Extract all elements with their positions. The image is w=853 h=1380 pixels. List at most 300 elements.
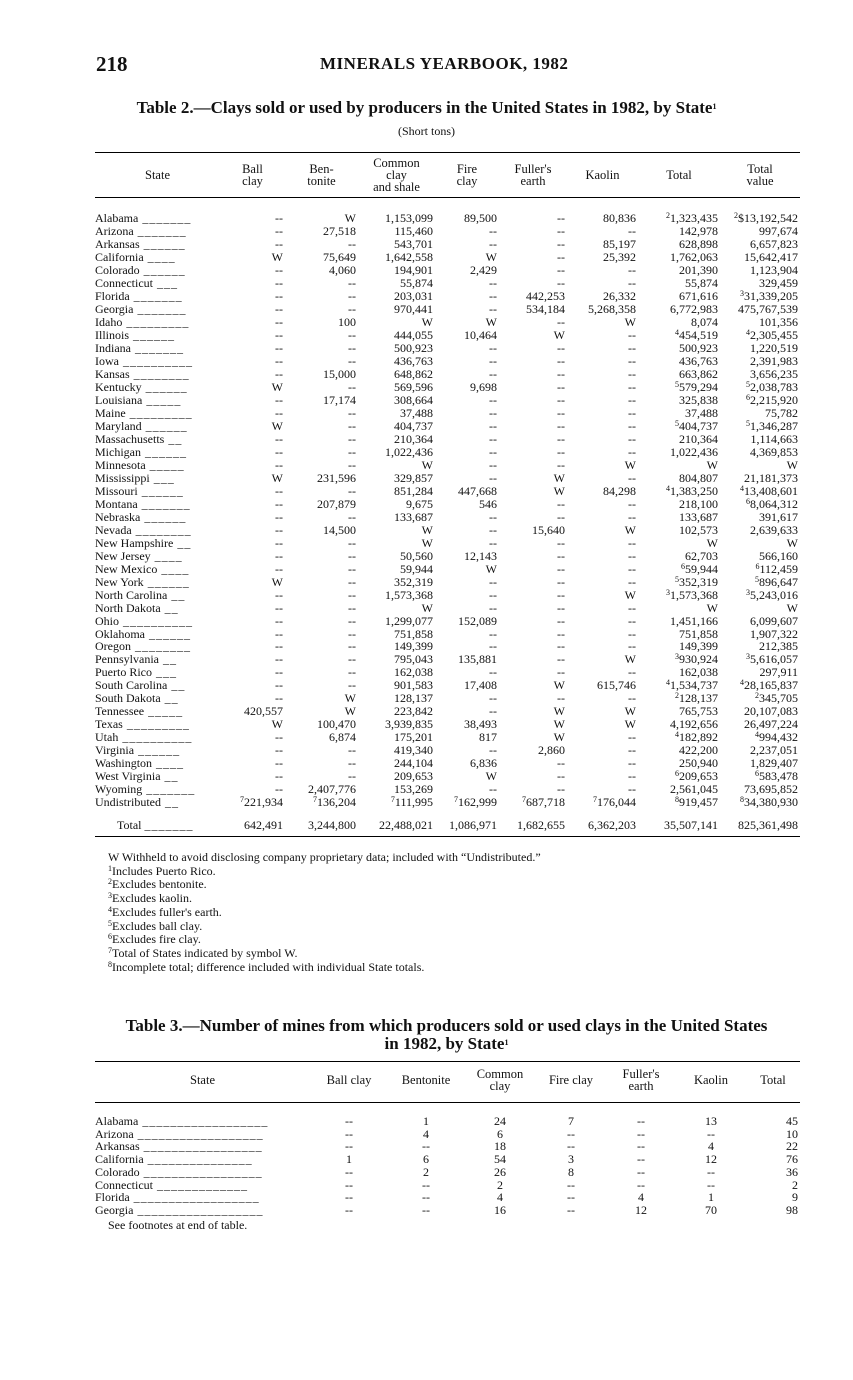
value: -- — [275, 691, 283, 706]
value: -- — [628, 431, 636, 446]
value: -- — [489, 392, 497, 407]
state-label: Georgia — [95, 1202, 134, 1217]
value: -- — [348, 379, 356, 394]
value: -- — [489, 509, 497, 524]
value: 1,022,436 — [385, 444, 433, 459]
value: 896,647 — [759, 574, 798, 589]
value: W — [624, 652, 636, 667]
value: 6,772,983 — [670, 301, 718, 316]
cell: -- — [345, 1202, 353, 1217]
value: 55,874 — [685, 275, 718, 290]
value: 1,153,099 — [385, 211, 433, 225]
value: W — [344, 211, 356, 225]
value: -- — [275, 743, 283, 758]
value: -- — [348, 353, 356, 368]
value: W — [271, 418, 283, 433]
state-label: Idaho — [95, 314, 123, 329]
value: 5,616,057 — [750, 652, 798, 667]
table2-header-row — [95, 153, 800, 198]
value: 500,923 — [679, 340, 718, 355]
footnote-ref: 6 — [755, 561, 760, 571]
leader-dots: ________ — [129, 366, 190, 381]
col-total: Total — [638, 153, 720, 198]
footnote — [108, 851, 541, 865]
value: 55,874 — [400, 275, 433, 290]
value: -- — [348, 236, 356, 251]
value: 162,038 — [394, 665, 433, 680]
value: -- — [628, 366, 636, 381]
leader-dots: _________________ — [139, 1164, 263, 1179]
value: 6,874 — [329, 730, 356, 745]
footnote-ref: 7 — [313, 795, 317, 805]
cell: 1 — [346, 1152, 352, 1167]
col-bentonite: Ben- tonite — [285, 153, 358, 198]
footnote-ref: 7 — [593, 795, 597, 805]
value: -- — [557, 405, 565, 420]
value: -- — [557, 366, 565, 381]
value: -- — [275, 639, 283, 654]
state-label: Montana — [95, 496, 138, 511]
value: 345,705 — [759, 691, 798, 706]
value: 687,718 — [526, 795, 565, 810]
cell: 18 — [494, 1139, 506, 1154]
state-label: New Jersey — [95, 548, 151, 563]
footnote-text: Includes Puerto Rico. — [112, 863, 216, 878]
cell: -- — [637, 1177, 645, 1192]
value: 133,687 — [394, 509, 433, 524]
state-label: Missouri — [95, 483, 138, 498]
leader-dots: ___ — [152, 275, 178, 290]
state-label: Michigan — [95, 444, 141, 459]
value: 583,478 — [759, 769, 798, 784]
cell: -- — [637, 1164, 645, 1179]
cell — [720, 198, 800, 225]
footnote-text: Total of States indicated by symbol W. — [112, 945, 298, 960]
footnote-ref: 8 — [740, 795, 744, 805]
cell: 9 — [792, 1190, 798, 1205]
value: -- — [628, 769, 636, 784]
footnote-ref: 3 — [740, 288, 744, 298]
value: W — [624, 457, 636, 472]
value: -- — [489, 223, 497, 238]
cell — [638, 796, 720, 809]
footnote-ref: 3 — [666, 587, 670, 597]
leader-dots: __ — [167, 587, 186, 602]
leader-dots: ____ — [157, 561, 190, 576]
value: W — [553, 704, 565, 719]
value: 994,432 — [759, 730, 798, 745]
value: -- — [489, 665, 497, 680]
value: 128,137 — [679, 691, 718, 706]
footnote-mark: 1 — [108, 863, 112, 873]
leader-dots: __________________ — [129, 1190, 260, 1205]
cell — [567, 796, 638, 809]
col-state: State — [95, 1062, 310, 1103]
col-kaolin: Kaolin — [567, 153, 638, 198]
footnote-text: Excludes kaolin. — [112, 891, 192, 906]
leader-dots: __________________ — [138, 1114, 269, 1128]
state-label: South Carolina — [95, 678, 168, 693]
value: 15,642,417 — [744, 249, 798, 264]
value: -- — [348, 769, 356, 784]
value: 6,099,607 — [750, 613, 798, 628]
value: W — [624, 522, 636, 537]
value: 182,892 — [679, 730, 718, 745]
value: -- — [557, 236, 565, 251]
value: -- — [348, 457, 356, 472]
state-label: Colorado — [95, 1164, 140, 1179]
value: -- — [557, 314, 565, 329]
footnote-mark: 6 — [108, 932, 112, 942]
state-label: Nebraska — [95, 509, 141, 524]
value: -- — [489, 704, 497, 719]
footnote-ref: 5 — [746, 379, 750, 389]
value: -- — [557, 639, 565, 654]
state-label: Kentucky — [95, 379, 142, 394]
table2-total-row — [95, 809, 800, 837]
cell — [638, 198, 720, 225]
value: -- — [275, 509, 283, 524]
value: -- — [489, 457, 497, 472]
footnote-mark: 3 — [108, 891, 112, 901]
cell: -- — [707, 1164, 715, 1179]
value: 1,323,435 — [670, 211, 718, 225]
value: 765,753 — [679, 704, 718, 719]
value: -- — [557, 600, 565, 615]
value: -- — [275, 665, 283, 680]
value: 37,488 — [685, 405, 718, 420]
cell: -- — [707, 1126, 715, 1141]
value: -- — [628, 275, 636, 290]
value: 919,457 — [679, 795, 718, 810]
value: 5,268,358 — [588, 301, 636, 316]
value: -- — [628, 470, 636, 485]
cell — [435, 198, 499, 225]
cell: -- — [345, 1114, 353, 1128]
value: -- — [628, 353, 636, 368]
value: -- — [275, 561, 283, 576]
value: 218,100 — [679, 496, 718, 511]
value: W — [553, 678, 565, 693]
state-label: Washington — [95, 756, 153, 771]
value: -- — [275, 223, 283, 238]
leader-dots: __________ — [119, 353, 193, 368]
value: W — [786, 600, 798, 615]
value: 75,782 — [765, 405, 798, 420]
value: -- — [348, 613, 356, 628]
value: -- — [557, 496, 565, 511]
value: 2,391,983 — [750, 353, 798, 368]
cell — [720, 796, 800, 809]
value: W — [421, 522, 433, 537]
value: 1,346,287 — [750, 418, 798, 433]
value: -- — [489, 431, 497, 446]
cell: 24 — [494, 1114, 506, 1128]
state-label: Kansas — [95, 366, 130, 381]
table3-caption: Table 3.—Number of mines from which producers sold or used clays in the United States in 1982, by State$^1$ — [125, 1016, 768, 1053]
value: 329,857 — [394, 470, 433, 485]
cell: 70 — [705, 1202, 717, 1217]
value: 1,299,077 — [385, 613, 433, 628]
value: 2,561,045 — [670, 782, 718, 797]
state-label: Louisiana — [95, 392, 143, 407]
value: W — [553, 327, 565, 342]
leader-dots: ______ — [134, 743, 181, 758]
value: 142,978 — [679, 223, 718, 238]
value: -- — [489, 353, 497, 368]
value: -- — [489, 405, 497, 420]
value: 851,284 — [394, 483, 433, 498]
value: -- — [489, 600, 497, 615]
value: 27,518 — [323, 223, 356, 238]
leader-dots: _______ — [142, 782, 196, 797]
footnote-ref: 2 — [734, 211, 738, 220]
state-name — [95, 1103, 310, 1128]
footnote-text: W Withheld to avoid disclosing company proprietary data; included with “Undistributed.” — [108, 850, 541, 864]
footnote-mark: 8 — [108, 959, 112, 969]
leader-dots: ____ — [150, 548, 183, 563]
value: -- — [628, 600, 636, 615]
value: -- — [348, 743, 356, 758]
value: -- — [628, 743, 636, 758]
value: W — [271, 574, 283, 589]
leader-dots: ______ — [129, 327, 176, 342]
value: 162,999 — [458, 795, 497, 810]
value: 2,237,051 — [750, 743, 798, 758]
state-label: California — [95, 1152, 144, 1167]
value: -- — [557, 613, 565, 628]
value: -- — [628, 730, 636, 745]
cell: 12 — [635, 1202, 647, 1217]
value: -- — [628, 691, 636, 706]
value: -- — [275, 457, 283, 472]
leader-dots: ______ — [141, 379, 188, 394]
leader-dots: ________ — [131, 522, 192, 537]
cell — [567, 198, 638, 225]
footnote — [108, 947, 541, 961]
page-number: 218 — [96, 52, 128, 76]
value: -- — [557, 665, 565, 680]
value: 534,184 — [526, 301, 565, 316]
state-label: Maryland — [95, 418, 142, 433]
value: 628,898 — [679, 236, 718, 251]
value: -- — [489, 444, 497, 459]
state-name — [95, 1204, 310, 1217]
value: 352,319 — [679, 574, 718, 589]
value: W — [344, 704, 356, 719]
value: -- — [275, 522, 283, 537]
value: 2,407,776 — [308, 782, 356, 797]
leader-dots: _______________ — [143, 1152, 253, 1167]
cell — [499, 796, 567, 809]
value: -- — [628, 223, 636, 238]
value: 648,862 — [394, 366, 433, 381]
leader-dots: __________________ — [133, 1202, 264, 1217]
footnote-ref: 4 — [666, 483, 670, 493]
value: -- — [557, 392, 565, 407]
value: 175,201 — [394, 730, 433, 745]
value: -- — [557, 431, 565, 446]
value: -- — [348, 548, 356, 563]
value: -- — [557, 262, 565, 277]
value: 102,573 — [679, 522, 718, 537]
value: -- — [628, 327, 636, 342]
state-label: Alabama — [95, 1114, 139, 1128]
value: 419,340 — [394, 743, 433, 758]
value: 75,649 — [323, 249, 356, 264]
value: 62,703 — [685, 548, 718, 563]
state-label: South Dakota — [95, 691, 161, 706]
cell: 36 — [786, 1164, 798, 1179]
value: 153,269 — [394, 782, 433, 797]
value: -- — [275, 483, 283, 498]
value: -- — [489, 587, 497, 602]
state-label: Iowa — [95, 353, 119, 368]
state-label: Virginia — [95, 743, 135, 758]
value: -- — [348, 574, 356, 589]
state-label: Puerto Rico — [95, 665, 152, 680]
cell: 7 — [568, 1114, 574, 1128]
footnote-ref: 3 — [746, 652, 750, 662]
value: -- — [489, 535, 497, 550]
leader-dots: ______ — [140, 509, 187, 524]
value: 1,022,436 — [670, 444, 718, 459]
state-label: Utah — [95, 730, 119, 745]
value: -- — [489, 236, 497, 251]
value: W — [485, 769, 497, 784]
leader-dots: _____ — [145, 457, 185, 472]
col-fire-clay: Fire clay — [435, 153, 499, 198]
cell: 2 — [497, 1177, 503, 1192]
state-label: Arizona — [95, 1126, 134, 1141]
state-name — [95, 198, 220, 225]
value: 210,364 — [394, 431, 433, 446]
value: -- — [275, 301, 283, 316]
value: 997,674 — [759, 223, 798, 238]
col-kaolin: Kaolin — [676, 1062, 746, 1103]
value: -- — [275, 366, 283, 381]
value: W — [553, 483, 565, 498]
cell: 2 — [423, 1164, 429, 1179]
value: 209,653 — [679, 769, 718, 784]
cell: 4 — [423, 1126, 429, 1141]
table-row — [95, 1204, 800, 1217]
value: 454,519 — [679, 327, 718, 342]
value: 329,459 — [759, 275, 798, 290]
leader-dots: ___ — [149, 470, 175, 485]
footnote-ref: 3 — [675, 652, 679, 662]
value: -- — [628, 626, 636, 641]
value: W — [786, 535, 798, 550]
value: -- — [348, 652, 356, 667]
value: -- — [348, 665, 356, 680]
value: 194,901 — [394, 262, 433, 277]
cell: -- — [567, 1177, 575, 1192]
footnote — [108, 865, 541, 879]
cell: 8 — [568, 1164, 574, 1179]
value: -- — [348, 561, 356, 576]
footnote — [108, 961, 541, 975]
table-row — [95, 524, 800, 537]
cell: 6 — [423, 1152, 429, 1167]
table3 — [95, 1061, 800, 1217]
value: 101,356 — [759, 314, 798, 329]
leader-dots: __ — [159, 652, 177, 667]
value: 31,339,205 — [744, 288, 798, 303]
leader-dots: _________________ — [139, 1139, 263, 1154]
value: -- — [628, 444, 636, 459]
value: -- — [275, 587, 283, 602]
value: -- — [275, 431, 283, 446]
leader-dots: __ — [160, 691, 179, 706]
leader-dots: ______ — [143, 574, 190, 589]
value: 1,642,558 — [385, 249, 433, 264]
footnote-text: Incomplete total; difference included with individual State totals. — [112, 959, 425, 974]
value: -- — [275, 236, 283, 251]
value: 15,640 — [532, 522, 565, 537]
cell: 3 — [568, 1152, 574, 1167]
value: 212,385 — [759, 639, 798, 654]
value: -- — [628, 548, 636, 563]
footnote-mark: 7 — [108, 945, 112, 955]
value: W — [706, 535, 718, 550]
state-label: Oregon — [95, 639, 131, 654]
leader-dots: ______ — [141, 444, 187, 459]
cell: 54 — [494, 1152, 506, 1167]
value: 59,944 — [685, 561, 718, 576]
value: -- — [348, 756, 356, 771]
value: 3,939,835 — [385, 717, 433, 732]
value: 38,493 — [464, 717, 497, 732]
value: -- — [557, 535, 565, 550]
cell — [499, 198, 567, 225]
value: -- — [275, 730, 283, 745]
value: -- — [628, 392, 636, 407]
value: -- — [557, 340, 565, 355]
cell: -- — [422, 1139, 430, 1154]
value: W — [624, 717, 636, 732]
cell: -- — [637, 1126, 645, 1141]
value: 152,089 — [458, 613, 497, 628]
value: -- — [557, 548, 565, 563]
value: 209,653 — [394, 769, 433, 784]
value: -- — [489, 340, 497, 355]
state-label: New Hampshire — [95, 535, 174, 550]
col-total: Total — [746, 1062, 800, 1103]
value: 89,500 — [464, 211, 497, 225]
table-row — [95, 796, 800, 809]
value: W — [706, 457, 718, 472]
leader-dots: _______ — [129, 288, 183, 303]
value: 615,746 — [597, 678, 636, 693]
value: 1,573,368 — [385, 587, 433, 602]
cell: 2 — [792, 1177, 798, 1192]
value: -- — [628, 405, 636, 420]
state-label: Alabama — [95, 211, 139, 225]
value: 1,220,519 — [750, 340, 798, 355]
value: W — [553, 470, 565, 485]
state-label: Nevada — [95, 522, 132, 537]
footnote-ref: 4 — [746, 327, 750, 337]
cell: 4 — [497, 1190, 503, 1205]
value: W — [271, 379, 283, 394]
value: -- — [275, 340, 283, 355]
value: W — [624, 587, 636, 602]
value: -- — [489, 691, 497, 706]
value: -- — [275, 600, 283, 615]
footnote-text: Excludes ball clay. — [112, 918, 203, 933]
value: 2,429 — [470, 262, 497, 277]
